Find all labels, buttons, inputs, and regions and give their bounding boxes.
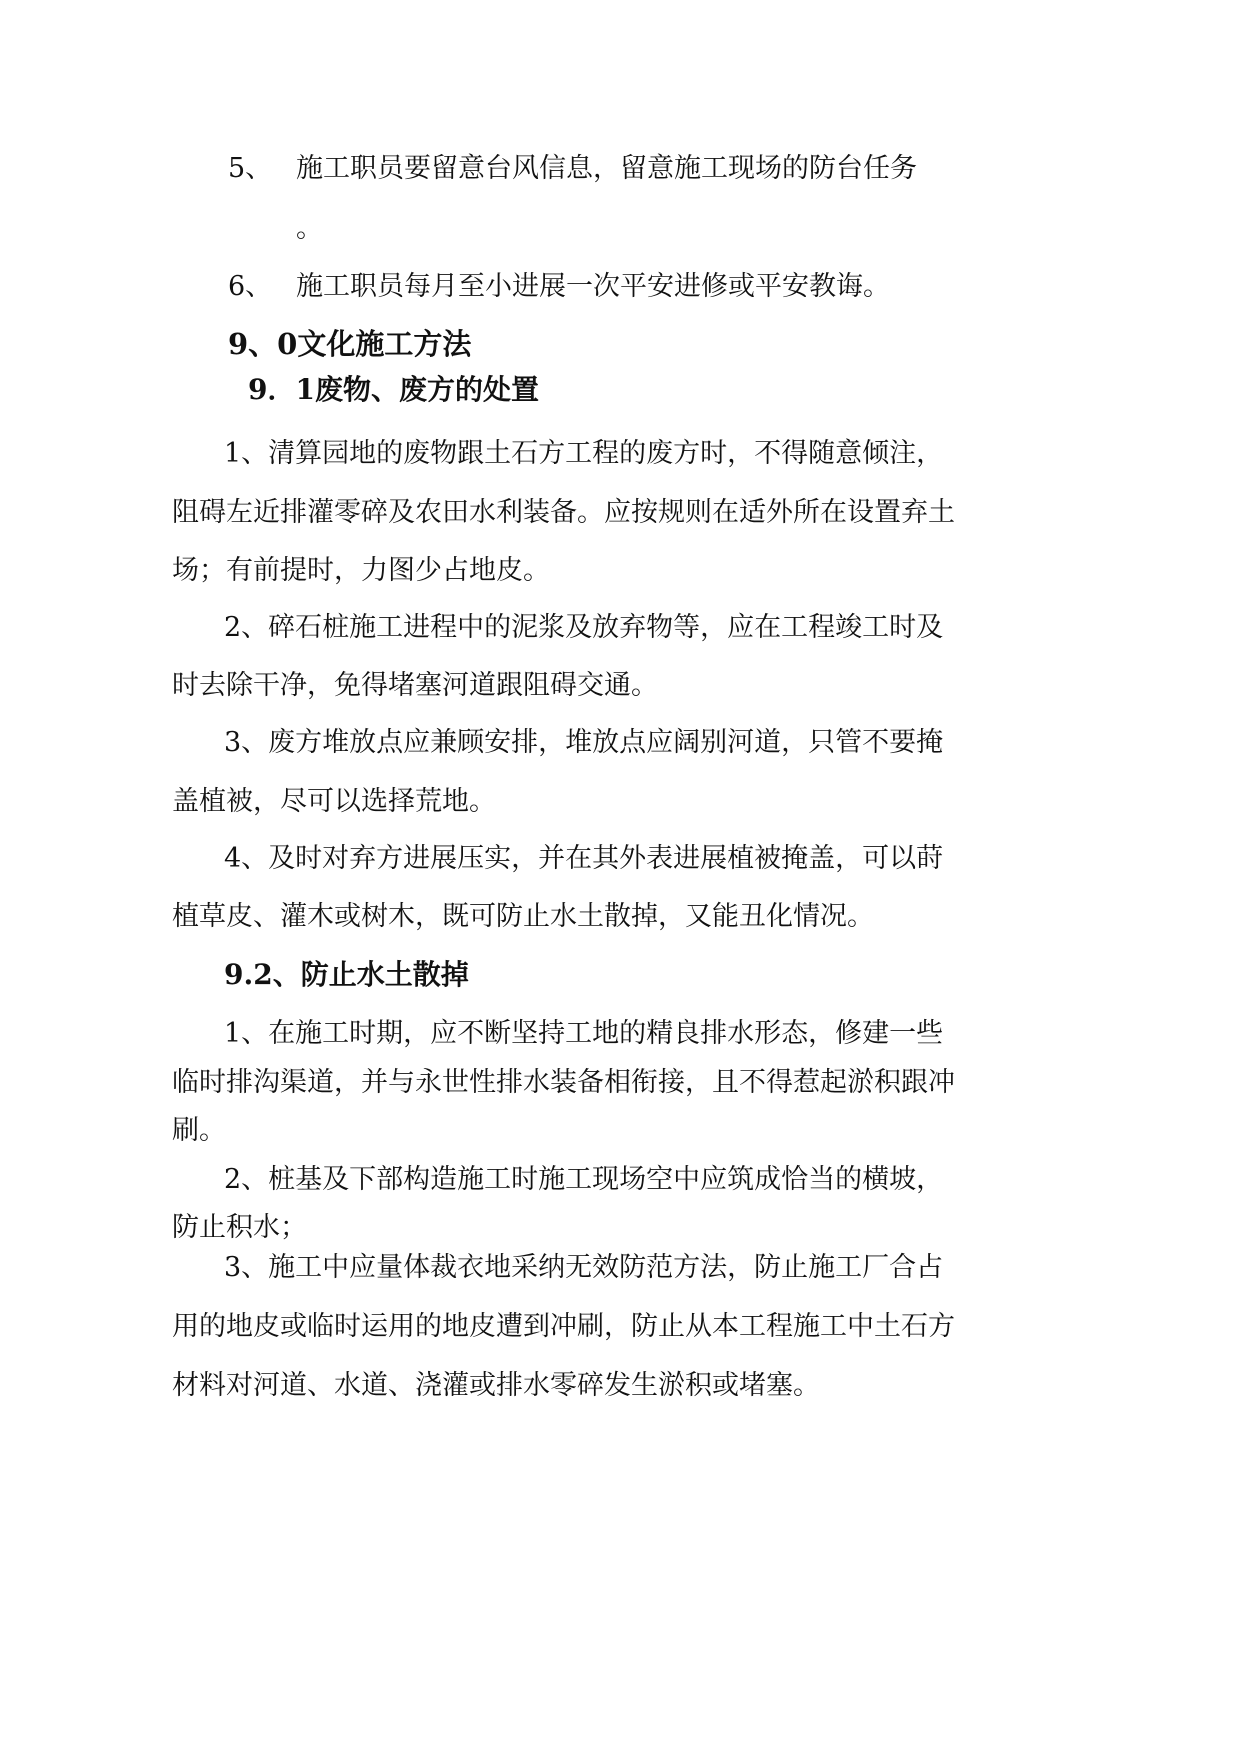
paragraph-text-line: 1、清算园地的废物跟土石方工程的废方时，不得随意倾注， <box>224 438 944 469</box>
paragraph-text-line: 材料对河道、水道、浇灌或排水零碎发生淤积或堵塞。 <box>172 1370 820 1401</box>
subsection-heading-9-1: 9．1废物、废方的处置 <box>248 373 539 406</box>
paragraph-text-line: 场；有前提时，力图少占地皮。 <box>172 555 550 586</box>
section-heading-9: 9、0文化施工方法 <box>228 327 472 361</box>
paragraph-text-line: 1、在施工时期，应不断坚持工地的精良排水形态，修建一些 <box>224 1018 944 1049</box>
paragraph-text-line: 3、废方堆放点应兼顾安排，堆放点应阔别河道，只管不要掩 <box>224 727 944 758</box>
paragraph-text-line: 2、碎石桩施工进程中的泥浆及放弃物等，应在工程竣工时及 <box>224 612 944 643</box>
paragraph-text-line: 时去除干净，免得堵塞河道跟阻碍交通。 <box>172 670 658 701</box>
paragraph-text-line: 临时排沟渠道，并与永世性排水装备相衔接，且不得惹起淤积跟冲 <box>172 1067 955 1098</box>
paragraph-text-line: 防止积水； <box>172 1212 307 1243</box>
paragraph-text-line: 刷。 <box>172 1115 226 1146</box>
subsection-heading-9-2: 9.2、防止水土散掉 <box>224 958 469 991</box>
paragraph-text-line: 3、施工中应量体裁衣地采纳无效防范方法，防止施工厂合占 <box>224 1252 944 1283</box>
list-number-5: 5、 <box>228 153 273 184</box>
list-item-5-continuation: 。 <box>296 213 323 244</box>
paragraph-text-line: 盖植被，尽可以选择荒地。 <box>172 786 496 817</box>
list-number-6: 6、 <box>228 271 273 302</box>
paragraph-text-line: 2、桩基及下部构造施工时施工现场空中应筑成恰当的横坡， <box>224 1164 944 1195</box>
paragraph-text-line: 植草皮、灌木或树木，既可防止水土散掉，又能丑化情况。 <box>172 901 874 932</box>
list-item-5-text: 施工职员要留意台风信息，留意施工现场的防台任务 <box>296 153 917 184</box>
list-item-6-text: 施工职员每月至小进展一次平安进修或平安教诲。 <box>296 271 890 302</box>
paragraph-text-line: 阻碍左近排灌零碎及农田水利装备。应按规则在适外所在设置弃土 <box>172 497 955 528</box>
paragraph-text-line: 用的地皮或临时运用的地皮遭到冲刷，防止从本工程施工中土石方 <box>172 1311 955 1342</box>
paragraph-text-line: 4、及时对弃方进展压实，并在其外表进展植被掩盖，可以莳 <box>224 843 944 874</box>
